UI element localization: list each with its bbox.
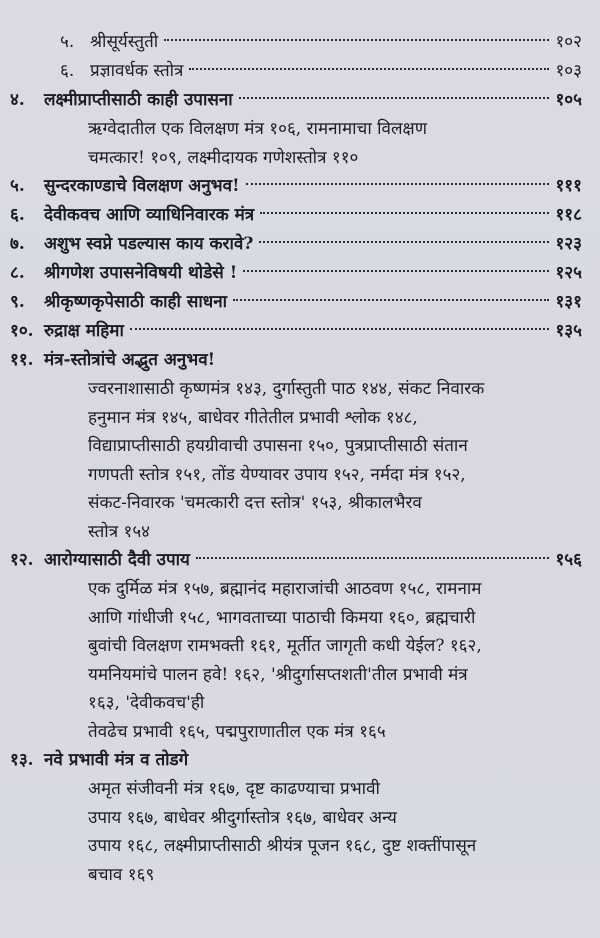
entry-number: ५. [60, 32, 75, 52]
entry-number: ११. [10, 350, 34, 370]
toc-entry [0, 230, 600, 259]
description-line: आणि गांधीजी १५८, भागवताच्या पाठाची किमया १६०, ब्रह्मचारी [88, 607, 476, 628]
dot-leader [243, 270, 549, 272]
entry-number: ६. [60, 61, 75, 81]
dot-leader [196, 557, 550, 559]
toc-entry [0, 172, 600, 201]
dot-leader [233, 299, 549, 301]
description-line: गणपती स्तोत्र १५१, तोंड येण्यावर उपाय १५२, नर्मदा मंत्र १५२, [88, 464, 466, 485]
toc-entry [0, 317, 600, 346]
entry-page-number: १११ [555, 176, 582, 196]
entry-number: ५. [10, 176, 25, 196]
entry-page-number: १०२ [555, 32, 582, 52]
entry-number: ४. [10, 90, 25, 110]
description-line: बुवांची विलक्षण रामभक्ती १६१, मूर्तीत जागृती कधी येईल? १६२, [88, 636, 482, 656]
entry-number: ९. [10, 292, 25, 312]
description-line: उपाय १६८, लक्ष्मीप्राप्तीसाठी श्रीयंत्र पूजन १६८, दुष्ट शक्तींपासून [88, 836, 477, 856]
description-line: यमनियमांचे पालन हवे! १६२, 'श्रीदुर्गासप्तशती'तील प्रभावी मंत्र [88, 664, 468, 685]
entry-title: प्रज्ञावर्धक स्तोत्र [90, 61, 184, 81]
dot-leader [260, 212, 549, 214]
entry-title: श्रीगणेश उपासनेविषयी थोडेसे ! [44, 263, 238, 283]
entry-title: श्रीकृष्णकृपेसाठी काही साधना [44, 292, 228, 312]
toc-entry [0, 346, 600, 375]
toc-entry [0, 86, 600, 115]
description-line: उपाय १६७, बाधेवर श्रीदुर्गास्तोत्र १६७, बाधेवर अन्य [88, 807, 397, 828]
toc-entry [0, 57, 600, 86]
entry-page-number: १२३ [555, 234, 582, 254]
description-line: संकट-निवारक 'चमत्कारी दत्त स्तोत्र' १५३, श्रीकालभैरव [88, 493, 422, 513]
table-of-contents [0, 28, 600, 889]
entry-page-number: १५६ [555, 550, 582, 570]
entry-description [0, 575, 600, 746]
toc-entry [0, 201, 600, 230]
entry-title: देवीकवच आणि व्याधिनिवारक मंत्र [44, 205, 255, 225]
toc-entry [0, 288, 600, 317]
description-line: ऋग्वेदातील एक विलक्षण मंत्र १०६, रामनामाचा विलक्षण [88, 119, 427, 139]
dot-leader [246, 183, 550, 185]
entry-number: ८. [10, 263, 25, 283]
entry-page-number: १३१ [555, 292, 582, 312]
entry-title: लक्ष्मीप्राप्तीसाठी काही उपासना [44, 90, 233, 110]
entry-number: ७. [10, 234, 25, 254]
description-line: एक दुर्मिळ मंत्र १५७, ब्रह्मानंद महाराजांची आठवण १५८, रामनाम [88, 579, 482, 599]
entry-page-number: १३५ [555, 321, 582, 341]
toc-entry [0, 259, 600, 288]
dot-leader [164, 39, 549, 41]
entry-description [0, 775, 600, 889]
entry-description [0, 115, 600, 172]
entry-number: १०. [10, 321, 34, 341]
entry-title: रुद्राक्ष महिमा [44, 321, 124, 341]
entry-number: ६. [10, 205, 25, 225]
entry-page-number: १०५ [555, 90, 582, 110]
description-line: तेवढेच प्रभावी १६५, पद्मपुराणातील एक मंत्र १६५ [88, 721, 386, 742]
description-line: हनुमान मंत्र १४५, बाधेवर गीतेतील प्रभावी श्लोक १४८, [88, 407, 418, 428]
description-line: विद्याप्राप्तीसाठी हयग्रीवाची उपासना १५०, पुत्रप्राप्तीसाठी संतान [88, 436, 468, 456]
dot-leader [239, 97, 550, 99]
toc-entry [0, 28, 600, 57]
entry-title: मंत्र-स्तोत्रांचे अद्भुत अनुभव! [44, 350, 216, 370]
entry-number: १३. [10, 750, 34, 770]
entry-description [0, 375, 600, 546]
entry-title: सुन्दरकाण्डाचे विलक्षण अनुभव! [44, 176, 240, 196]
dot-leader [189, 68, 549, 70]
description-line: स्तोत्र १५४ [88, 521, 151, 542]
dot-leader [259, 241, 549, 243]
entry-title: आरोग्यासाठी दैवी उपाय [44, 550, 190, 570]
entry-page-number: ११८ [555, 205, 582, 225]
description-line: अमृत संजीवनी मंत्र १६७, दृष्ट काढण्याचा प्रभावी [88, 779, 380, 799]
entry-title: श्रीसूर्यस्तुती [90, 32, 159, 52]
description-line: ज्वरनाशासाठी कृष्णमंत्र १४३, दुर्गास्तुती पाठ १४४, संकट निवारक [88, 379, 485, 399]
entry-page-number: १०३ [555, 61, 582, 81]
toc-entry [0, 546, 600, 575]
dot-leader [130, 328, 550, 330]
description-line: बचाव १६९ [88, 864, 155, 885]
entry-title: नवे प्रभावी मंत्र व तोडगे [44, 750, 189, 770]
description-line: १६३, 'देवीकवच'ही [88, 693, 205, 713]
entry-title: अशुभ स्वप्ने पडल्यास काय करावे? [44, 234, 254, 254]
description-line: चमत्कार! १०९, लक्ष्मीदायक गणेशस्तोत्र ११० [88, 147, 359, 168]
toc-entry [0, 746, 600, 775]
entry-number: १२. [10, 550, 34, 570]
entry-page-number: १२५ [555, 263, 582, 283]
